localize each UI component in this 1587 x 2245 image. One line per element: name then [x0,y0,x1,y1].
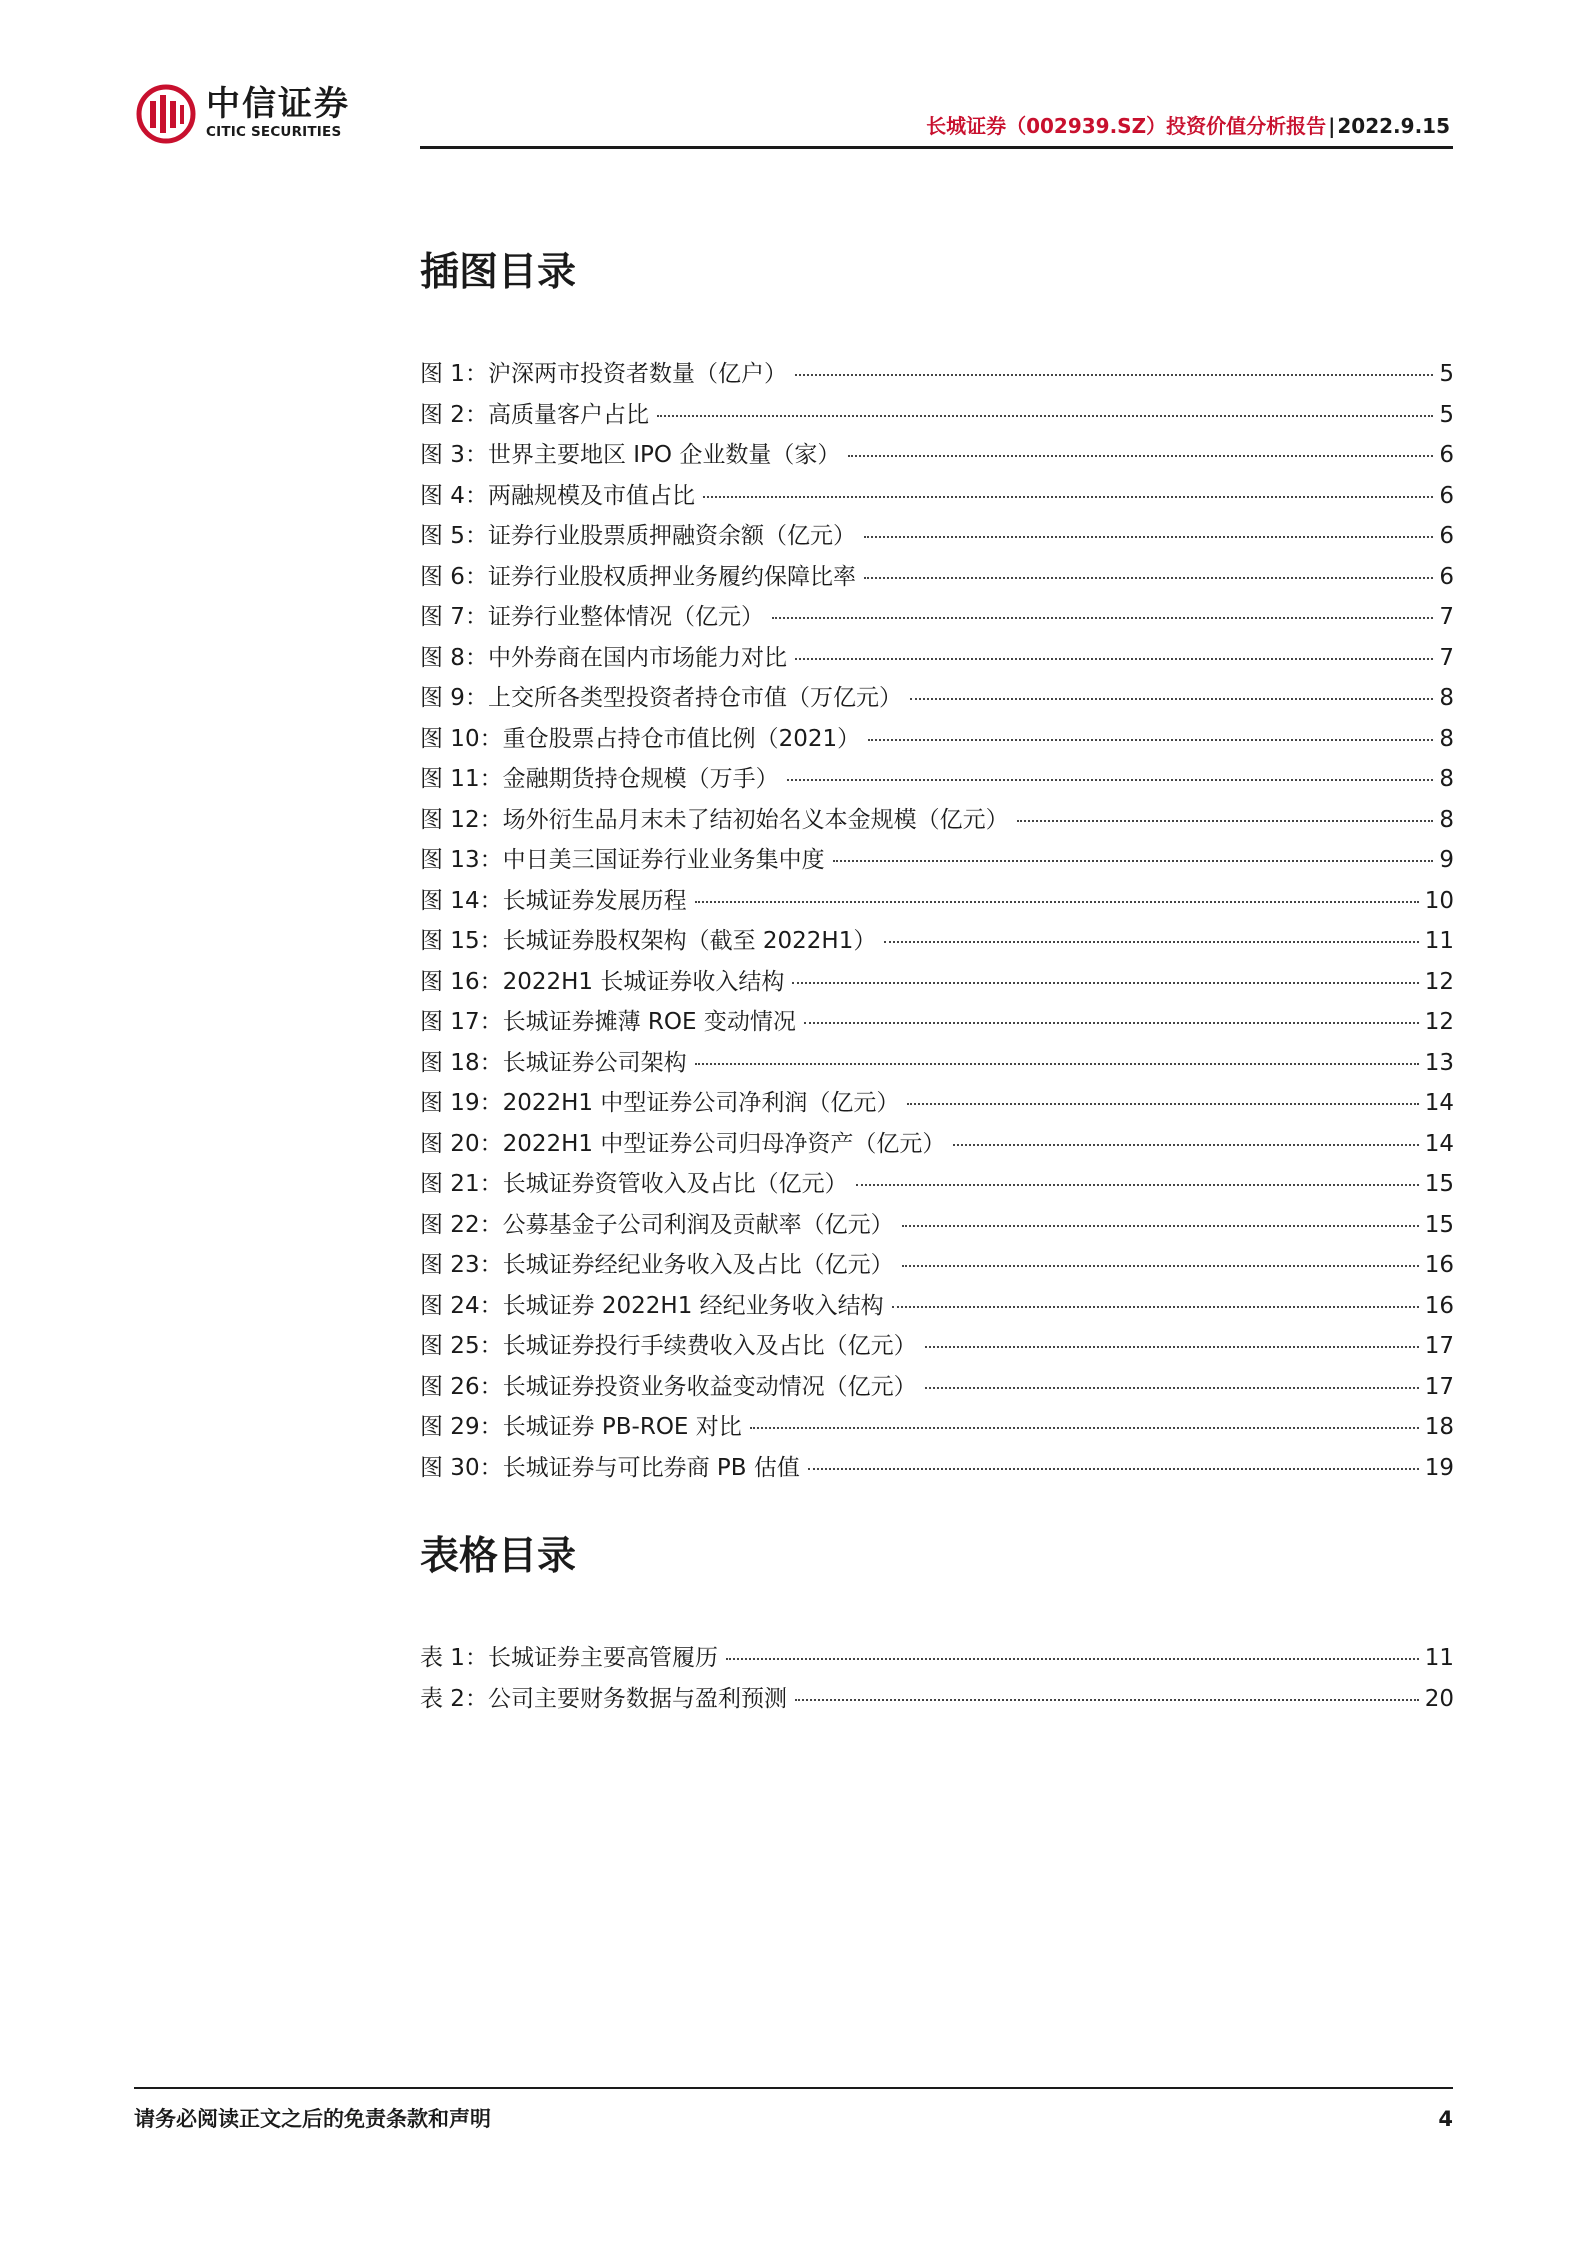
toc-entry-page: 12 [1424,1009,1454,1035]
toc-dot-leader [925,1387,1419,1389]
toc-dot-leader [750,1427,1419,1429]
report-header-title [926,112,1450,140]
toc-entry-label: 图 22：公募基金子公司利润及贡献率（亿元） [420,1211,894,1238]
header-separator: | [1328,114,1336,138]
logo-english-text: CITIC SECURITIES [206,124,342,140]
toc-dot-leader [808,1468,1419,1470]
toc-dot-leader [1017,820,1434,822]
toc-entry-page: 14 [1424,1090,1454,1116]
toc-entry-page: 9 [1439,847,1454,873]
toc-dot-leader [795,1699,1419,1701]
toc-entry[interactable] [420,1326,1454,1367]
toc-dot-leader [695,1063,1419,1065]
toc-entry[interactable] [420,1638,1454,1679]
toc-entry-page: 14 [1424,1130,1454,1157]
toc-entry[interactable] [420,678,1454,719]
toc-dot-leader [892,1306,1419,1308]
toc-entry-page: 11 [1424,928,1454,954]
toc-entry-page: 6 [1439,523,1454,549]
toc-dot-leader [868,739,1433,741]
toc-entry[interactable] [420,921,1454,962]
toc-entry[interactable] [420,557,1454,598]
toc-dot-leader [884,941,1418,943]
toc-entry-page: 12 [1424,968,1454,995]
toc-entry-label: 图 2：高质量客户占比 [420,401,649,428]
toc-entry[interactable] [420,516,1454,557]
figures-toc-list [420,354,1454,1488]
toc-entry-label: 图 29：长城证券 PB-ROE 对比 [420,1414,742,1440]
toc-entry-page: 17 [1424,1373,1454,1400]
logo-chinese-text: 中信证券 [206,84,350,124]
toc-dot-leader [703,496,1433,498]
toc-entry-label: 图 13：中日美三国证券行业业务集中度 [420,847,825,873]
toc-entry-page: 7 [1439,604,1454,630]
toc-entry-label: 图 9：上交所各类型投资者持仓市值（万亿元） [420,685,902,711]
toc-entry-page: 20 [1424,1685,1454,1712]
toc-entry-label: 图 5：证券行业股票质押融资余额（亿元） [420,523,856,549]
toc-entry-label: 图 24：长城证券 2022H1 经纪业务收入结构 [420,1292,884,1319]
toc-entry[interactable] [420,962,1454,1003]
toc-entry-page: 15 [1424,1171,1454,1197]
toc-entry-label: 图 8：中外券商在国内市场能力对比 [420,644,787,671]
toc-dot-leader [864,536,1433,538]
toc-entry[interactable] [420,1164,1454,1205]
toc-entry-label: 图 6：证券行业股权质押业务履约保障比率 [420,563,856,590]
toc-dot-leader [795,374,1433,376]
toc-entry-page: 6 [1439,482,1454,509]
toc-entry[interactable] [420,476,1454,517]
toc-entry-page: 8 [1439,766,1454,792]
citic-logo-icon [136,84,196,144]
toc-entry-label: 图 16：2022H1 长城证券收入结构 [420,968,785,995]
toc-entry-label: 图 4：两融规模及市值占比 [420,482,695,509]
toc-dot-leader [953,1144,1418,1146]
toc-entry[interactable] [420,1002,1454,1043]
toc-entry[interactable] [420,1083,1454,1124]
toc-entry[interactable] [420,719,1454,760]
toc-dot-leader [772,617,1433,619]
toc-entry-page: 10 [1424,887,1454,914]
toc-entry-page: 8 [1439,685,1454,711]
tables-toc-title: 表格目录 [420,1534,577,1579]
toc-entry[interactable] [420,759,1454,800]
toc-entry[interactable] [420,1448,1454,1489]
toc-dot-leader [902,1225,1419,1227]
toc-entry[interactable] [420,1205,1454,1246]
toc-entry[interactable] [420,881,1454,922]
toc-entry-label: 图 1：沪深两市投资者数量（亿户） [420,361,787,387]
toc-dot-leader [925,1346,1419,1348]
toc-entry[interactable] [420,638,1454,679]
toc-entry[interactable] [420,1124,1454,1165]
toc-entry-page: 16 [1424,1252,1454,1278]
toc-entry-page: 16 [1424,1292,1454,1319]
toc-dot-leader [726,1658,1419,1660]
toc-dot-leader [792,982,1418,984]
toc-entry[interactable] [420,597,1454,638]
toc-entry[interactable] [420,435,1454,476]
toc-dot-leader [795,658,1433,660]
toc-entry[interactable] [420,1245,1454,1286]
figures-toc-title: 插图目录 [420,250,577,295]
toc-entry-label: 图 20：2022H1 中型证券公司归母净资产（亿元） [420,1130,946,1157]
toc-entry-label: 图 14：长城证券发展历程 [420,887,687,914]
toc-entry-page: 5 [1439,361,1454,387]
toc-dot-leader [657,415,1433,417]
toc-entry-label: 图 15：长城证券股权架构（截至 2022H1） [420,928,877,954]
toc-entry[interactable] [420,1679,1454,1720]
toc-entry[interactable] [420,840,1454,881]
toc-entry-label: 图 21：长城证券资管收入及占比（亿元） [420,1171,848,1197]
toc-dot-leader [848,455,1433,457]
page-number: 4 [1438,2107,1453,2131]
toc-entry-page: 18 [1424,1414,1454,1440]
toc-entry[interactable] [420,1407,1454,1448]
toc-entry-page: 7 [1439,644,1454,671]
toc-entry-page: 5 [1439,401,1454,428]
toc-entry-page: 6 [1439,563,1454,590]
report-date: 2022.9.15 [1337,114,1450,138]
toc-entry-page: 8 [1439,806,1454,833]
toc-entry-label: 表 1：长城证券主要高管履历 [420,1645,718,1671]
report-title: 长城证券（002939.SZ）投资价值分析报告 [926,114,1327,138]
toc-entry-label: 图 26：长城证券投资业务收益变动情况（亿元） [420,1373,917,1400]
toc-entry-page: 8 [1439,725,1454,752]
toc-entry-page: 19 [1424,1454,1454,1481]
toc-entry-label: 图 23：长城证券经纪业务收入及占比（亿元） [420,1252,894,1278]
footer-disclaimer: 请务必阅读正文之后的免责条款和声明 [134,2107,491,2131]
toc-entry[interactable] [420,1367,1454,1408]
toc-entry[interactable] [420,1043,1454,1084]
toc-entry-page: 17 [1424,1333,1454,1359]
toc-entry-page: 15 [1424,1211,1454,1238]
footer-divider [134,2087,1453,2089]
toc-entry-label: 图 10：重仓股票占持仓市值比例（2021） [420,725,861,752]
toc-dot-leader [804,1022,1419,1024]
header-divider [420,146,1453,149]
toc-dot-leader [856,1184,1419,1186]
toc-entry-label: 图 17：长城证券摊薄 ROE 变动情况 [420,1009,796,1035]
toc-entry-page: 6 [1439,442,1454,468]
toc-entry-page: 13 [1424,1049,1454,1076]
tables-toc-list [420,1638,1454,1719]
toc-entry-label: 图 3：世界主要地区 IPO 企业数量（家） [420,442,841,468]
toc-entry-label: 图 25：长城证券投行手续费收入及占比（亿元） [420,1333,917,1359]
toc-entry-label: 图 7：证券行业整体情况（亿元） [420,604,764,630]
toc-entry[interactable] [420,1286,1454,1327]
toc-dot-leader [833,860,1434,862]
toc-dot-leader [864,577,1433,579]
toc-dot-leader [787,779,1434,781]
toc-entry-page: 11 [1424,1645,1454,1671]
toc-entry-label: 表 2：公司主要财务数据与盈利预测 [420,1685,787,1712]
toc-entry-label: 图 11：金融期货持仓规模（万手） [420,766,779,792]
toc-entry-label: 图 12：场外衍生品月末未了结初始名义本金规模（亿元） [420,806,1009,833]
toc-dot-leader [902,1265,1419,1267]
toc-dot-leader [695,901,1419,903]
toc-entry-label: 图 18：长城证券公司架构 [420,1049,687,1076]
toc-entry[interactable] [420,354,1454,395]
toc-dot-leader [910,698,1433,700]
toc-entry-label: 图 19：2022H1 中型证券公司净利润（亿元） [420,1090,900,1116]
toc-entry[interactable] [420,395,1454,436]
toc-entry-label: 图 30：长城证券与可比券商 PB 估值 [420,1454,800,1481]
toc-dot-leader [907,1103,1418,1105]
toc-entry[interactable] [420,800,1454,841]
